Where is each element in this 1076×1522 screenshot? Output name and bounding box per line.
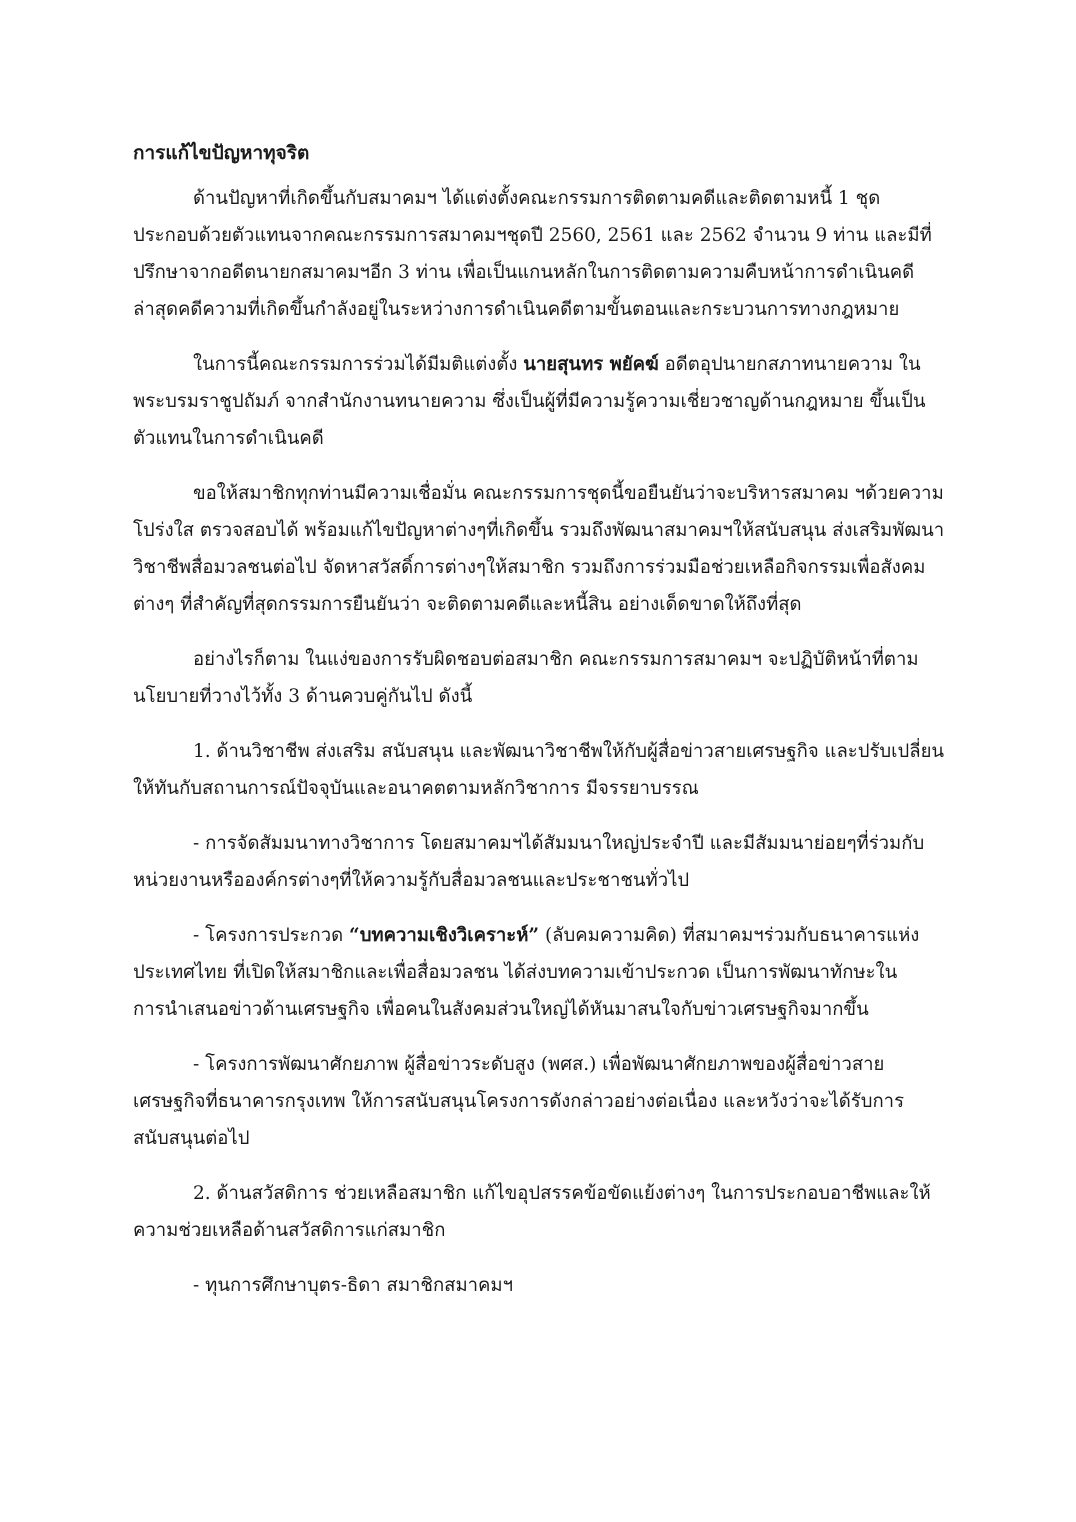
paragraph-text: อดีตอุปนายกสภาทนายความ ในพระบรมราชูปถัมภ์ จากสำนักงานทนายความ ซึ่งเป็นผู้ที่มีความรู้ความเชี่ยวชาญด้านกฎหมาย ขึ้นเป็นตัวแทนในการดำเนินคดี xyxy=(133,354,926,449)
list-item-seminar: - การจัดสัมมนาทางวิชาการ โดยสมาคมฯได้สัมมนาใหญ่ประจำปี และมีสัมมนาย่อยๆที่ร่วมกับหน่วยงานหรือองค์กรต่างๆที่ให้ความรู้กับสื่อมวลชนและประชาชนทั่วไป xyxy=(133,833,925,891)
document-body xyxy=(133,136,945,1322)
paragraph-policy-intro: อย่างไรก็ตาม ในแง่ของการรับผิดชอบต่อสมาชิก คณะกรรมการสมาคมฯ จะปฏิบัติหน้าที่ตามนโยบายที่วางไว้ทั้ง 3 ด้านควบคู่กันไป ดังนี้ xyxy=(133,649,919,707)
representative-name: นายสุนทร พยัคฆ์ xyxy=(523,354,659,375)
paragraph-text: (ลับคมความคิด) ที่สมาคมฯร่วมกับธนาคารแห่งประเทศไทย ที่เปิดให้สมาชิกและเพื่อสื่อมวลชน ได้ส่งบทความเข้าประกวด เป็นการพัฒนาทักษะในการนำเสนอข่าวด้านเศรษฐกิจ เพื่อคนในสังคมส่วนใหญ่ได้หันมาสนใจกับข่าวเศรษฐกิจมากขึ้น xyxy=(133,925,920,1020)
list-item-scholarship: - ทุนการศึกษาบุตร-ธิดา สมาชิกสมาคมฯ xyxy=(193,1275,514,1296)
paragraph-assurance: ขอให้สมาชิกทุกท่านมีความเชื่อมั่น คณะกรรมการชุดนี้ขอยืนยันว่าจะบริหารสมาคม ฯด้วยความโปร่งใส ตรวจสอบได้ พร้อมแก้ไขปัญหาต่างๆที่เกิดขึ้น รวมถึงพัฒนาสมาคมฯให้สนับสนุน ส่งเสริมพัฒนาวิชาชีพสื่อมวลชนต่อไป จัดหาสวัสดิ์การต่างๆให้สมาชิก รวมถึงการร่วมมือช่วยเหลือกิจกรรมเพื่อสังคมต่างๆ ที่สำคัญที่สุดกรรมการยืนยันว่า จะติดตามคดีและหนี้สิน อย่างเด็ดขาดให้ถึงที่สุด xyxy=(133,483,945,615)
contest-title: “บทความเชิงวิเคราะห์” xyxy=(349,925,540,946)
paragraph-committee: ด้านปัญหาที่เกิดขึ้นกับสมาคมฯ ได้แต่งตั้งคณะกรรมการติดตามคดีและติดตามหนี้ 1 ชุด ประกอบด้วยตัวแทนจากคณะกรรมการสมาคมฯชุดปี 2560, 2561 และ 2562 จำนวน 9 ท่าน และมีที่ปรึกษาจากอดีตนายกสมาคมฯอีก 3 ท่าน เพื่อเป็นแกนหลักในการติดตามความคืบหน้าการดำเนินคดี ล่าสุดคดีความที่เกิดขึ้นกำลังอยู่ในระหว่างการดำเนินคดีตามขั้นตอนและกระบวนการทางกฎหมาย xyxy=(133,188,932,320)
policy-item-welfare: 2. ด้านสวัสดิการ ช่วยเหลือสมาชิก แก้ไขอุปสรรคข้อขัดแย้งต่างๆ ในการประกอบอาชีพและให้ความช่วยเหลือด้านสวัสดิการแก่สมาชิก xyxy=(133,1183,931,1241)
section-heading: การแก้ไขปัญหาทุจริต xyxy=(133,142,310,164)
list-item-article-contest xyxy=(133,917,945,1028)
list-item-training-program: - โครงการพัฒนาศักยภาพ ผู้สื่อข่าวระดับสูง (พศส.) เพื่อพัฒนาศักยภาพของผู้สื่อข่าวสายเศรษฐกิจที่ธนาคารกรุงเทพ ให้การสนับสนุนโครงการดังกล่าวอย่างต่อเนื่อง และหวังว่าจะได้รับการสนับสนุนต่อไป xyxy=(133,1054,905,1149)
paragraph-text: - โครงการประกวด xyxy=(193,925,350,946)
paragraph-representative xyxy=(133,346,945,457)
policy-item-profession: 1. ด้านวิชาชีพ ส่งเสริม สนับสนุน และพัฒนาวิชาชีพให้กับผู้สื่อข่าวสายเศรษฐกิจ และปรับเปลี่ยนให้ทันกับสถานการณ์ปัจจุบันและอนาคตตามหลักวิชาการ มีจรรยาบรรณ xyxy=(133,741,945,799)
paragraph-text: ในการนี้คณะกรรมการร่วมได้มีมติแต่งตั้ง xyxy=(193,354,524,375)
